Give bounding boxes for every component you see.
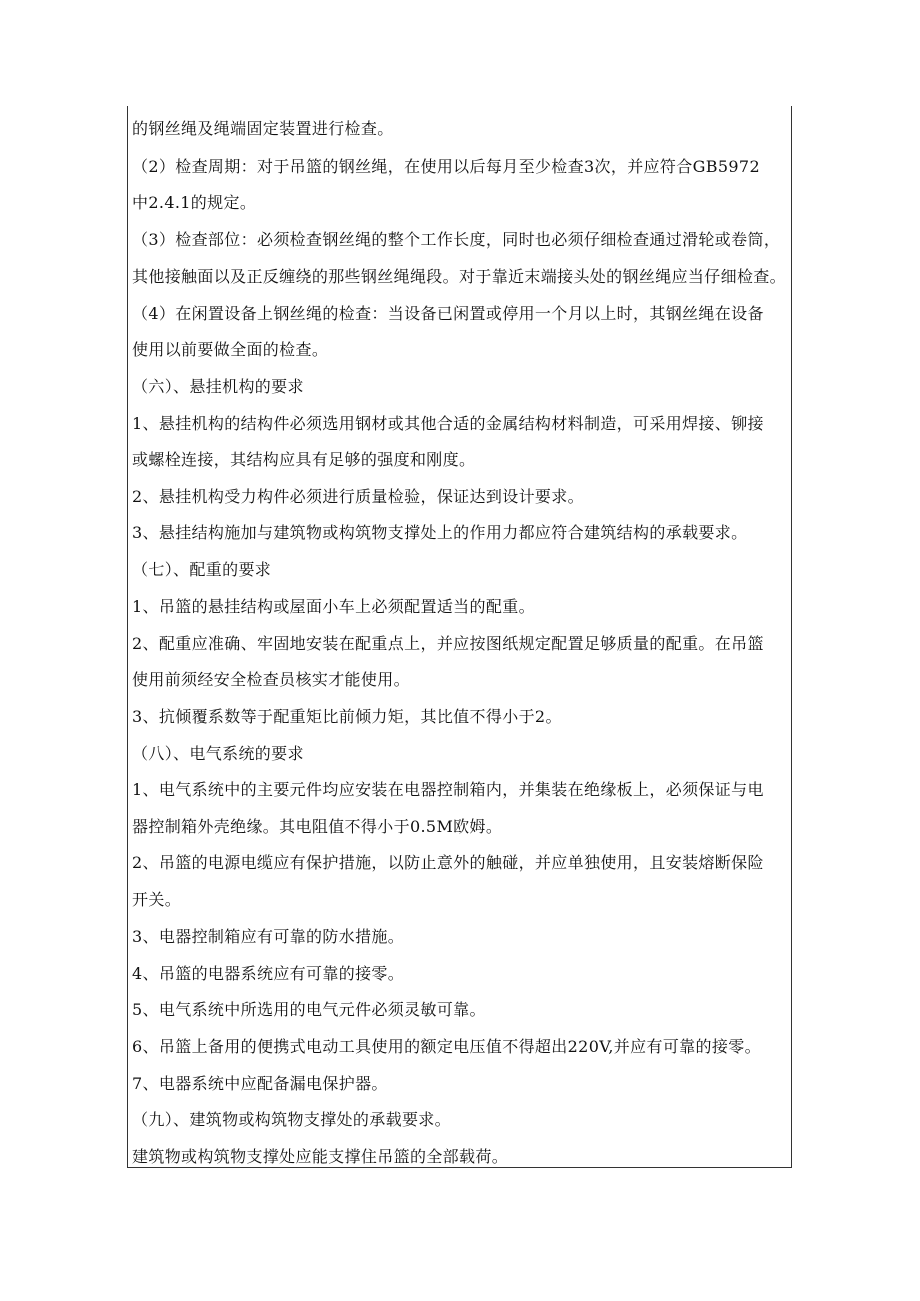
text-line: 2、配重应准确、牢固地安装在配重点上，并应按图纸规定配置足够质量的配重。在吊篮 [132,634,764,653]
text-line: 2、悬挂机构受力构件必须进行质量检验，保证达到设计要求。 [132,487,584,506]
text-line: （九）、建筑物或构筑物支撑处的承载要求。 [132,1110,452,1129]
text-line: 2、吊篮的电源电缆应有保护措施，以防止意外的触碰，并应单独使用，且安装熔断保险 [132,853,764,872]
text-line: （六）、悬挂机构的要求 [132,377,304,396]
text-line: 3、电器控制箱应有可靠的防水措施。 [132,927,405,946]
text-line: 3、悬挂结构施加与建筑物或构筑物支撑处上的作用力都应符合建筑结构的承载要求。 [132,523,748,542]
text-line: 的钢丝绳及绳端固定装置进行检查。 [132,119,394,138]
text-line: 7、电器系统中应配备漏电保护器。 [132,1074,388,1093]
text-line: 开关。 [132,890,182,909]
text-line: 器控制箱外壳绝缘。其电阻值不得小于0.5M欧姆。 [132,817,503,836]
text-line: （4）在闲置设备上钢丝绳的检查：当设备已闲置或停用一个月以上时，其钢丝绳在设备 [132,304,764,323]
text-line: 1、吊篮的悬挂结构或屋面小车上必须配置适当的配重。 [132,597,535,616]
text-line: 5、电气系统中所选用的电气元件必须灵敏可靠。 [132,1000,486,1019]
text-line: 4、吊篮的电器系统应有可靠的接零。 [132,964,405,983]
text-line: （七）、配重的要求 [132,560,272,579]
text-line: 6、吊篮上备用的便携式电动工具使用的额定电压值不得超出220V,并应有可靠的接零。 [132,1037,761,1056]
text-line: 使用以前要做全面的检查。 [132,340,329,359]
text-line: 建筑物或构筑物支撑处应能支撑住吊篮的全部载荷。 [132,1147,509,1166]
text-line: （2）检查周期：对于吊篮的钢丝绳，在使用以后每月至少检查3次，并应符合GB5972 [132,157,760,176]
text-line: 或螺栓连接，其结构应具有足够的强度和刚度。 [132,450,476,469]
text-line: （八）、电气系统的要求 [132,744,304,763]
text-line: （3）检查部位：必须检查钢丝绳的整个工作长度，同时也必须仔细检查通过滑轮或卷筒， [132,230,781,249]
text-line: 使用前须经安全检查员核实才能使用。 [132,670,410,689]
text-line: 中2.4.1的规定。 [132,193,257,212]
text-line: 1、悬挂机构的结构件必须选用钢材或其他合适的金属结构材料制造，可采用焊接、铆接 [132,414,764,433]
text-line: 1、电气系统中的主要元件均应安装在电器控制箱内，并集装在绝缘板上，必须保证与电 [132,780,764,799]
text-line: 其他接触面以及正反缠绕的那些钢丝绳绳段。对于靠近末端接头处的钢丝绳应当仔细检查。 [132,267,787,286]
text-line: 3、抗倾覆系数等于配重矩比前倾力矩，其比值不得小于2。 [132,707,562,726]
